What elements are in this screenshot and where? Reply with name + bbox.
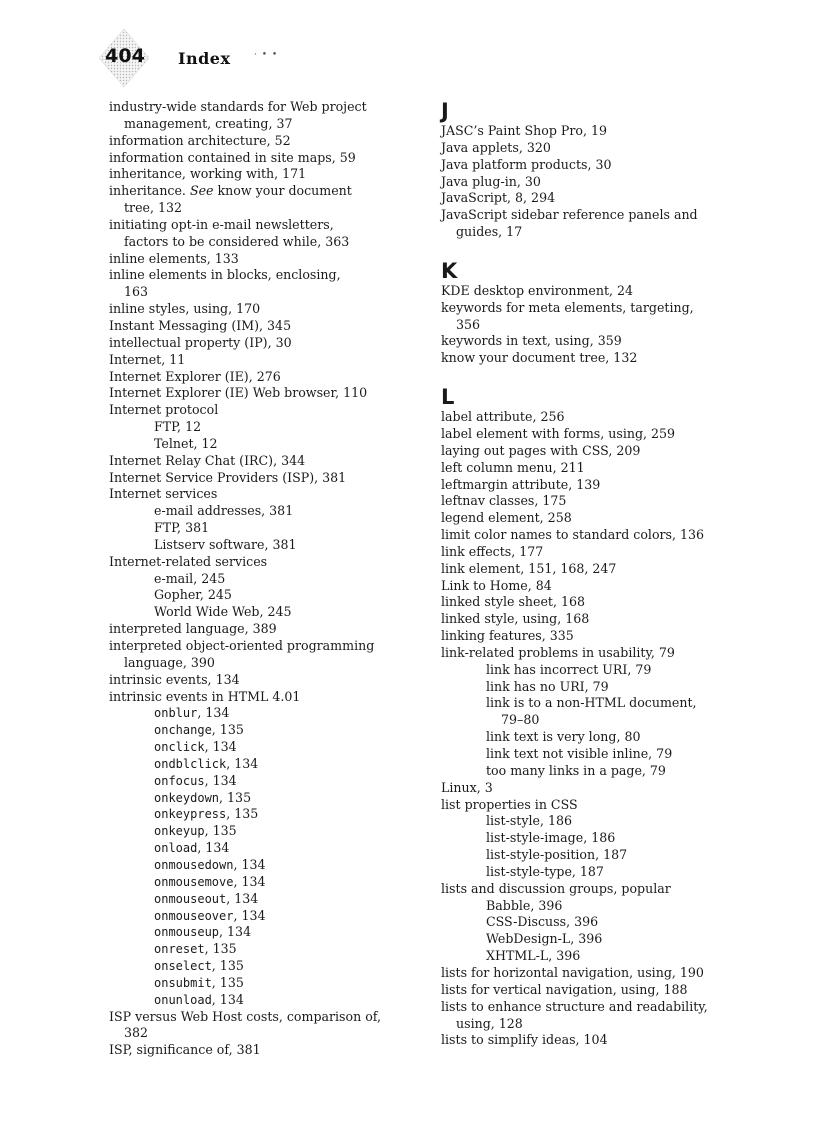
- index-entry: Internet Relay Chat (IRC), 344: [109, 452, 306, 468]
- index-entry-text: , 134: [233, 873, 266, 889]
- index-subentry: FTP, 381: [154, 520, 210, 536]
- index-entry-text: onload: [154, 841, 198, 856]
- index-entry-text: using, 128: [456, 1015, 523, 1031]
- index-entry: linking features, 335: [441, 628, 574, 644]
- index-subentry: [109, 941, 419, 958]
- index-entry: linked style sheet, 168: [441, 594, 586, 610]
- index-entry-text: JavaScript sidebar reference panels and: [441, 207, 698, 223]
- index-entry: lists and discussion groups, popular: [441, 880, 671, 896]
- index-entry-text: ondblclick: [154, 756, 227, 771]
- index-subentry: e-mail, 245: [154, 570, 226, 586]
- index-entry-text: , 135: [226, 806, 259, 822]
- page-header: [98, 28, 398, 88]
- index-subentry: [109, 840, 419, 857]
- index-entry: limit color names to standard colors, 136: [441, 527, 705, 543]
- index-entry-text: 356: [456, 316, 481, 332]
- index-entry: ISP, significance of, 381: [109, 1042, 261, 1058]
- index-entry: link element, 151, 168, 247: [441, 560, 617, 576]
- index-entry: Link to Home, 84: [441, 577, 552, 593]
- index-subentry: WebDesign-L, 396: [486, 931, 603, 947]
- index-entry: Instant Messaging (IM), 345: [109, 317, 292, 333]
- index-subentry: list-style-type, 187: [486, 863, 604, 879]
- index-subentry: [109, 857, 419, 874]
- index-entry-text: interpreted object-oriented programming: [109, 638, 375, 653]
- section-letter-k: K: [441, 258, 458, 283]
- index-entry-text: , 134: [219, 924, 252, 940]
- index-column-left: [109, 99, 419, 1059]
- index-subentry: too many links in a page, 79: [486, 762, 666, 778]
- index-entry: [109, 1009, 419, 1043]
- index-entry: [109, 267, 419, 301]
- index-entry-text: onselect: [154, 959, 212, 974]
- index-subentry: [109, 992, 419, 1009]
- index-entry: link effects, 177: [441, 543, 544, 559]
- index-entry: Internet protocol: [109, 402, 219, 418]
- index-entry: Linux, 3: [441, 779, 493, 795]
- header-ornament: · • •: [254, 50, 279, 60]
- index-entry: [441, 300, 771, 334]
- index-subentry: [109, 958, 419, 975]
- index-entry: linked style, using, 168: [441, 611, 590, 627]
- index-entry: legend element, 258: [441, 510, 572, 526]
- index-entry: Internet, 11: [109, 351, 186, 367]
- index-subentry: link has incorrect URI, 79: [486, 661, 652, 677]
- index-entry: intrinsic events in HTML 4.01: [109, 688, 301, 704]
- index-entry-text: tree, 132: [124, 200, 183, 216]
- index-entry: left column menu, 211: [441, 459, 585, 475]
- index-entry: information architecture, 52: [109, 132, 291, 148]
- section-letter-l: L: [441, 385, 455, 410]
- index-entry: Internet Explorer (IE) Web browser, 110: [109, 385, 368, 401]
- index-entry: list properties in CSS: [441, 796, 578, 812]
- index-entry: [109, 217, 419, 251]
- index-subentry: CSS-Discuss, 396: [486, 914, 599, 930]
- index-subentry: link text not visible inline, 79: [486, 746, 673, 761]
- index-entry-text: , 134: [211, 991, 244, 1007]
- index-subentry: [109, 891, 419, 908]
- index-entry: Java applets, 320: [441, 139, 551, 155]
- index-entry-text: initiating opt-in e-mail newsletters,: [109, 216, 334, 232]
- index-entry: [109, 638, 419, 672]
- index-entry-text: inline elements in blocks, enclosing,: [109, 267, 341, 283]
- index-entry: Internet services: [109, 486, 218, 502]
- index-subentry: [109, 806, 419, 823]
- index-entry-text: , 135: [211, 958, 244, 974]
- section-letter-j: J: [441, 99, 449, 123]
- index-entry-text: onmousemove: [154, 874, 234, 889]
- index-entry: JavaScript, 8, 294: [441, 190, 556, 206]
- index-entry-text: industry-wide standards for Web project: [109, 99, 367, 114]
- index-entry: Java platform products, 30: [441, 156, 612, 172]
- index-entry-text: , 135: [211, 722, 244, 738]
- index-entry-text: , 135: [204, 941, 237, 957]
- index-entry-text: onmouseover: [154, 908, 234, 923]
- index-entry: interpreted language, 389: [109, 621, 277, 637]
- index-entry: inheritance, working with, 171: [109, 166, 307, 182]
- index-subentry: list-style, 186: [486, 813, 572, 829]
- index-entry: Internet Service Providers (ISP), 381: [109, 469, 347, 485]
- index-subentry: [109, 722, 419, 739]
- index-entry: JASC’s Paint Shop Pro, 19: [441, 123, 607, 138]
- index-subentry: [109, 739, 419, 756]
- index-entry-text: management, creating, 37: [124, 115, 293, 131]
- index-subentry: [109, 705, 419, 722]
- index-subentry: [109, 874, 419, 891]
- index-entry-text: onfocus: [154, 773, 205, 788]
- index-entry: label element with forms, using, 259: [441, 425, 676, 441]
- index-subentry: World Wide Web, 245: [154, 604, 292, 620]
- see-reference: See: [189, 183, 214, 199]
- index-entry-text: , 134: [233, 907, 266, 923]
- index-entry-text: , 134: [204, 772, 237, 788]
- index-entry-text: factors to be considered while, 363: [124, 233, 350, 249]
- index-entry-text: onkeydown: [154, 790, 220, 805]
- index-entry: leftmargin attribute, 139: [441, 476, 601, 492]
- index-subentry: link has no URI, 79: [486, 678, 609, 694]
- index-subentry: FTP, 12: [154, 419, 202, 435]
- index-entry: intellectual property (IP), 30: [109, 334, 292, 350]
- index-entry-text: onmouseup: [154, 925, 220, 940]
- index-subentry: link text is very long, 80: [486, 729, 641, 745]
- index-entry-text: , 134: [226, 890, 259, 906]
- index-entry-text: onmousedown: [154, 857, 234, 872]
- index-subentry: list-style-position, 187: [486, 847, 628, 863]
- index-subentry: list-style-image, 186: [486, 830, 616, 846]
- index-entry-text: keywords for meta elements, targeting,: [441, 299, 694, 315]
- index-entry-text: know your document: [217, 183, 352, 199]
- index-entry-text: onkeyup: [154, 824, 205, 839]
- index-entry: label attribute, 256: [441, 409, 565, 425]
- index-entry-text: guides, 17: [456, 224, 523, 240]
- index-entry-text: onchange: [154, 723, 212, 738]
- index-entry-text: , 134: [197, 840, 230, 856]
- index-entry: lists for horizontal navigation, using, 190: [441, 964, 704, 980]
- index-column-right: [441, 99, 771, 1049]
- index-entry-text: , 134: [197, 705, 230, 721]
- page-number: 404: [105, 45, 145, 67]
- index-subentry: [109, 790, 419, 807]
- index-entry-text: onclick: [154, 740, 205, 755]
- index-entry: keywords in text, using, 359: [441, 333, 622, 349]
- index-entry: inline elements, 133: [109, 250, 239, 266]
- index-entry-text: 79–80: [501, 712, 540, 728]
- index-subentry: [109, 823, 419, 840]
- index-entry-text: lists to enhance structure and readability,: [441, 998, 708, 1014]
- index-subentry: XHTML-L, 396: [486, 948, 581, 964]
- index-entry: KDE desktop environment, 24: [441, 282, 634, 298]
- index-subentry: [109, 908, 419, 925]
- index-entry-text: inheritance.: [109, 183, 186, 199]
- index-entry: intrinsic events, 134: [109, 671, 240, 687]
- index-entry-text: ISP versus Web Host costs, comparison of,: [109, 1008, 382, 1024]
- index-entry: inline styles, using, 170: [109, 301, 261, 317]
- page-title: Index: [178, 49, 231, 68]
- index-subentry: Listserv software, 381: [154, 536, 297, 552]
- index-entry-text: , 135: [211, 974, 244, 990]
- index-entry: Internet Explorer (IE), 276: [109, 368, 281, 384]
- index-entry-text: onunload: [154, 992, 212, 1007]
- index-entry: [109, 183, 419, 217]
- index-entry: leftnav classes, 175: [441, 493, 567, 509]
- index-subentry: [109, 773, 419, 790]
- index-entry: [109, 99, 419, 133]
- index-entry: information contained in site maps, 59: [109, 149, 356, 165]
- index-subentry: Telnet, 12: [154, 435, 218, 451]
- index-entry: know your document tree, 132: [441, 350, 638, 366]
- index-entry-text: 382: [124, 1025, 149, 1041]
- index-entry: lists to simplify ideas, 104: [441, 1032, 608, 1048]
- index-entry: [441, 207, 771, 241]
- index-entry-text: , 135: [204, 823, 237, 839]
- index-entry-text: onmouseout: [154, 891, 227, 906]
- index-subentry: [109, 756, 419, 773]
- index-entry-text: , 134: [226, 755, 259, 771]
- index-entry: Java plug-in, 30: [441, 173, 541, 189]
- index-entry: link-related problems in usability, 79: [441, 644, 675, 660]
- index-entry-text: language, 390: [124, 654, 215, 670]
- index-entry-text: link is to a non-HTML document,: [486, 695, 697, 711]
- index-entry-text: onblur: [154, 706, 198, 721]
- index-entry-text: onsubmit: [154, 975, 212, 990]
- index-subentry: Babble, 396: [486, 897, 563, 913]
- index-entry: [441, 999, 771, 1033]
- index-subentry: Gopher, 245: [154, 587, 232, 603]
- index-subentry: [441, 695, 771, 729]
- index-entry-text: 163: [124, 284, 149, 300]
- index-entry: lists for vertical navigation, using, 188: [441, 981, 688, 997]
- index-entry: Internet-related services: [109, 553, 268, 569]
- index-entry-text: , 134: [204, 739, 237, 755]
- index-entry-text: onkeypress: [154, 807, 227, 822]
- index-subentry: e-mail addresses, 381: [154, 503, 294, 519]
- index-entry-text: , 134: [233, 856, 266, 872]
- index-subentry: [109, 924, 419, 941]
- index-entry-text: onreset: [154, 942, 205, 957]
- index-subentry: [109, 975, 419, 992]
- index-entry: laying out pages with CSS, 209: [441, 442, 641, 458]
- index-entry-text: , 135: [219, 789, 252, 805]
